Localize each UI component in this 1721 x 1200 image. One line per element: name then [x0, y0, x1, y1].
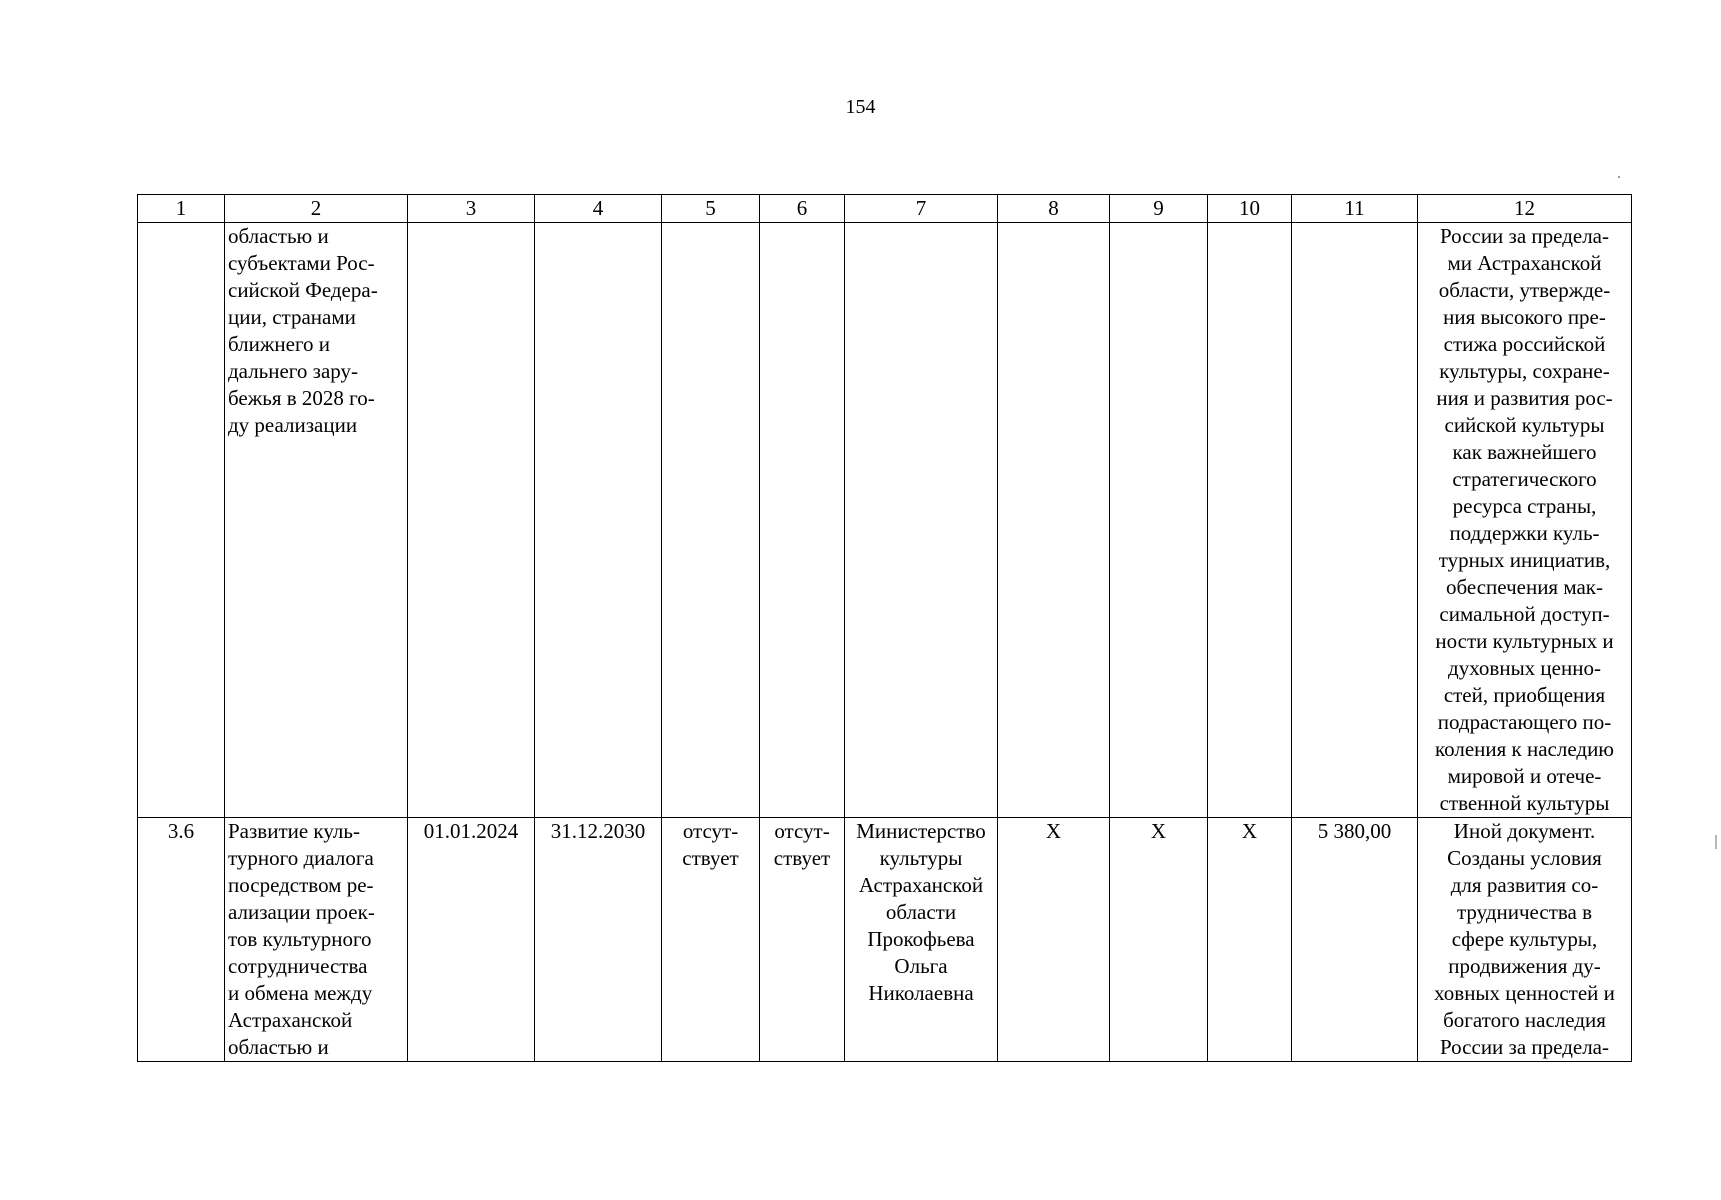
amount-cell: 5 380,00 — [1292, 818, 1418, 1062]
column-6-cell — [760, 223, 845, 818]
amount-cell — [1292, 223, 1418, 818]
column-header-9: 9 — [1110, 195, 1208, 223]
table-row-3-6 — [138, 818, 1632, 1062]
column-8-cell: X — [998, 818, 1110, 1062]
column-header-11: 11 — [1292, 195, 1418, 223]
column-header-10: 10 — [1208, 195, 1292, 223]
column-header-1: 1 — [138, 195, 225, 223]
column-9-cell — [1110, 223, 1208, 818]
column-header-8: 8 — [998, 195, 1110, 223]
row-number-cell — [138, 223, 225, 818]
start-date-cell — [408, 223, 535, 818]
activity-name-cell: областью и субъектами Рос- сийской Федера- ции, странами ближнего и дальнего зару- бежья в 2028 го- ду реализации — [225, 223, 408, 818]
column-5-cell — [662, 223, 760, 818]
column-header-4: 4 — [535, 195, 662, 223]
column-6-cell: отсут- ствует — [760, 818, 845, 1062]
column-10-cell: X — [1208, 818, 1292, 1062]
column-header-2: 2 — [225, 195, 408, 223]
result-description-cell: Иной документ. Созданы условия для развития со- трудничества в сфере культуры, продвижения ду- ховных ценностей и богатого наследия России за предела- — [1418, 818, 1632, 1062]
column-9-cell: X — [1110, 818, 1208, 1062]
scan-artifact — [1715, 835, 1717, 849]
column-header-12: 12 — [1418, 195, 1632, 223]
scan-artifact — [1618, 176, 1620, 178]
result-description-cell: России за предела- ми Астраханской области, утвержде- ния высокого пре- стижа российской культуры, сохране- ния и развития рос- сийской культуры как важнейшего стратегического ресурса страны, поддержки куль- турных инициатив, обеспечения мак- симальной доступ- ности культурных и духовных ценно- стей, приобщения подрастающего по- коления к наследию мировой и отече- ственной культуры — [1418, 223, 1632, 818]
column-8-cell — [998, 223, 1110, 818]
responsible-cell — [845, 223, 998, 818]
table-row-continuation — [138, 223, 1632, 818]
column-header-7: 7 — [845, 195, 998, 223]
column-header-3: 3 — [408, 195, 535, 223]
column-header-5: 5 — [662, 195, 760, 223]
column-number-header-row — [138, 195, 1632, 223]
program-activities-table — [137, 194, 1632, 1062]
activity-name-cell: Развитие куль- турного диалога посредством ре- ализации проек- тов культурного сотрудничества и обмена между Астраханской областью и — [225, 818, 408, 1062]
page-number: 154 — [845, 96, 876, 118]
end-date-cell: 31.12.2030 — [535, 818, 662, 1062]
column-5-cell: отсут- ствует — [662, 818, 760, 1062]
column-header-6: 6 — [760, 195, 845, 223]
start-date-cell: 01.01.2024 — [408, 818, 535, 1062]
responsible-cell: Министерство культуры Астраханской области Прокофьева Ольга Николаевна — [845, 818, 998, 1062]
end-date-cell — [535, 223, 662, 818]
row-number-cell: 3.6 — [138, 818, 225, 1062]
column-10-cell — [1208, 223, 1292, 818]
